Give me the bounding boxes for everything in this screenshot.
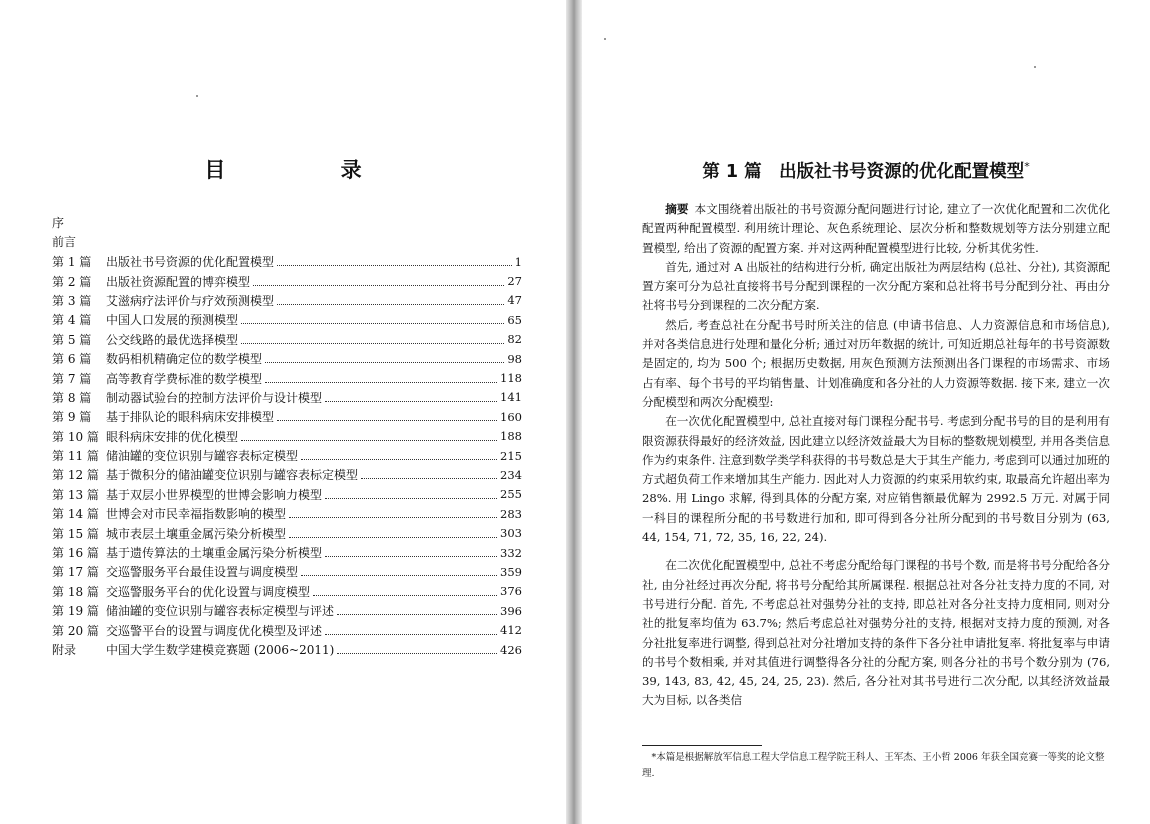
abstract-text: 本文围绕着出版社的书号资源分配问题进行讨论, 建立了一次优化配置和二次优化配置两种配置模型. 利用统计理论、灰色系统理论、层次分析和整数规划等方法分别建立配置模型, 给出了资源的配置方案. 并对这两种配置模型进行比较, 分析其优劣性.: [642, 202, 1110, 255]
toc-list: [52, 252, 522, 659]
toc-entry[interactable]: [52, 349, 522, 368]
toc-entry-number: 第 10 篇: [52, 429, 99, 444]
toc-leader-dots: [277, 420, 497, 421]
article-body: [642, 200, 1110, 711]
toc-foreword[interactable]: 前言: [52, 235, 77, 249]
toc-entry-title: 交巡警平台的设置与调度优化模型及评述: [106, 623, 323, 638]
toc-entry-title: 交巡警服务平台的优化设置与调度模型: [106, 584, 311, 599]
toc-entry-page: 255: [500, 487, 522, 502]
scan-speck: [196, 95, 198, 97]
toc-entry-title: 出版社资源配置的博弈模型: [106, 274, 251, 289]
toc-entry-title: 出版社书号资源的优化配置模型: [106, 255, 275, 270]
toc-leader-dots: [277, 265, 512, 266]
toc-leader-dots: [325, 556, 497, 557]
abstract-paragraph: [642, 200, 1110, 258]
toc-leader-dots: [361, 478, 497, 479]
toc-entry[interactable]: [52, 582, 522, 601]
toc-entry-title: 储油罐的变位识别与罐容表标定模型与评述: [106, 604, 335, 619]
toc-leader-dots: [325, 401, 497, 402]
toc-title: 目 录: [204, 158, 416, 182]
toc-leader-dots: [277, 304, 504, 305]
toc-entry-title: 交巡警服务平台最佳设置与调度模型: [106, 565, 299, 580]
toc-leader-dots: [241, 323, 504, 324]
toc-entry-title: 储油罐的变位识别与罐容表标定模型: [106, 449, 299, 464]
toc-entry-page: 98: [507, 351, 522, 366]
toc-entry-page: 332: [500, 545, 522, 560]
toc-entry-page: 27: [507, 274, 522, 289]
toc-entry-title: 城市表层土壤重金属污染分析模型: [106, 526, 287, 541]
toc-leader-dots: [265, 362, 504, 363]
toc-entry-number: 第 19 篇: [52, 604, 99, 619]
toc-entry[interactable]: [52, 485, 522, 504]
toc-entry-number: 第 11 篇: [52, 449, 99, 464]
article-title-mark: *: [1024, 160, 1030, 174]
toc-leader-dots: [337, 653, 497, 654]
toc-entry-page: 376: [500, 584, 522, 599]
toc-entry[interactable]: [52, 601, 522, 620]
body-paragraph: 在二次优化配置模型中, 总社不考虑分配给每门课程的书号个数, 而是将书号分配给各分社, 由分社经过再次分配, 将书号分配给其所属课程. 根据总社对各分社支持力度的不同, 对书号进行分配. 首先, 不考虑总社对强势分社的支持, 即总社对各分社支持力度相同, 则对分社的批复率均值为 63.7%; 然后考虑总社对强势分社的支持, 根据对支持力度的预测, 对各分社批复率进行调整, 得到总社对分社增加支持的条件下各分社申请批复率. 将批复率与申请的书号个数相乘, 并对其值进行调整得各分社的分配方案, 则各分社的书号个数分别为 (76, 39, 143, 83, 42, 45, 24, 25, 23). 然后, 各分社对其书号进行二次分配, 以其经济效益最大为目标, 以各类信: [642, 558, 1110, 708]
toc-entry[interactable]: [52, 620, 522, 639]
toc-entry-page: 1: [514, 254, 522, 269]
toc-entry[interactable]: [52, 446, 522, 465]
toc-leader-dots: [325, 498, 497, 499]
toc-entry-number: 第 3 篇: [52, 293, 92, 308]
toc-entry-number: 第 14 篇: [52, 507, 99, 522]
toc-entry[interactable]: [52, 368, 522, 387]
toc-preface[interactable]: 序: [52, 216, 65, 230]
toc-leader-dots: [313, 595, 497, 596]
toc-entry-page: 426: [500, 642, 522, 657]
toc-leader-dots: [289, 517, 497, 518]
article-title-text: 第 1 篇 出版社书号资源的优化配置模型: [702, 162, 1025, 182]
article-title: [582, 158, 1150, 183]
toc-entry[interactable]: [52, 388, 522, 407]
toc-entry-title: 公交线路的最优选择模型: [106, 332, 239, 347]
toc-entry-title: 眼科病床安排的优化模型: [106, 429, 239, 444]
toc-entry-page: 118: [500, 371, 522, 386]
toc-entry[interactable]: [52, 465, 522, 484]
toc-entry-page: 283: [500, 506, 522, 521]
toc-entry-number: 第 6 篇: [52, 352, 92, 367]
toc-entry-title: 高等教育学费标准的数学模型: [106, 371, 263, 386]
book-gutter: [566, 0, 582, 824]
toc-entry-number: 第 1 篇: [52, 255, 92, 270]
toc-entry-page: 65: [507, 312, 522, 327]
toc-entry-page: 303: [500, 526, 522, 541]
toc-leader-dots: [241, 440, 497, 441]
toc-entry-title: 中国人口发展的预测模型: [106, 313, 239, 328]
toc-entry-number: 第 7 篇: [52, 371, 92, 386]
footnote-rule: [642, 745, 762, 746]
toc-leader-dots: [253, 285, 504, 286]
toc-leader-dots: [301, 459, 497, 460]
toc-entry-page: 412: [500, 623, 522, 638]
toc-entry[interactable]: [52, 291, 522, 310]
toc-entry-title: 艾滋病疗法评价与疗效预测模型: [106, 293, 275, 308]
toc-entry[interactable]: [52, 407, 522, 426]
toc-entry-number: 第 9 篇: [52, 410, 92, 425]
toc-entry-page: 234: [500, 467, 522, 482]
toc-appendix-entry[interactable]: [52, 640, 522, 659]
toc-entry-title: 制动器试验台的控制方法评价与设计模型: [106, 390, 323, 405]
toc-entry-title: 基于排队论的眼科病床安排模型: [106, 410, 275, 425]
toc-entry[interactable]: [52, 562, 522, 581]
toc-entry-title: 世博会对市民幸福指数影响的模型: [106, 507, 287, 522]
toc-entry-page: 396: [500, 603, 522, 618]
toc-entry[interactable]: [52, 310, 522, 329]
toc-entry-title: 基于微积分的储油罐变位识别与罐容表标定模型: [106, 468, 359, 483]
toc-entry-number: 第 13 篇: [52, 487, 99, 502]
body-paragraph: 在一次优化配置模型中, 总社直接对每门课程分配书号. 考虑到分配书号的目的是利用有限资源获得最好的经济效益, 因此建立以经济效益最大为目标的整数规划模型, 并用各类信息作为约束条件. 注意到数学类学科获得的书号数总是大于其生产能力, 考虑到可以通过加班的方式超负荷工作来增加其生产能力. 因此对人力资源的约束采用软约束, 取最高允许超出率为 28%. 用 Lingo 求解, 得到具体的分配方案, 对应销售额最优解为 2992.5 万元. 对属于同一科目的课程所分配的书号数进行加和, 即可得到各分社所分配到的书号数目分别为 (63, 44, 154, 71, 72, 35, 16, 22, 24).: [642, 414, 1110, 545]
toc-entry-number: 第 5 篇: [52, 332, 92, 347]
toc-leader-dots: [301, 575, 497, 576]
toc-entry-number: 第 12 篇: [52, 468, 99, 483]
toc-entry-page: 359: [500, 564, 522, 579]
toc-leader-dots: [289, 537, 497, 538]
body-paragraph: 然后, 考查总社在分配书号时所关注的信息 (申请书信息、人力资源信息和市场信息), 并对各类信息进行处理和量化分析; 通过对历年数据的统计, 可知近期总社每年的书号资源数是固定的, 均为 500 个; 根据历史数据, 用灰色预测方法预测出各门课程的市场需求、市场占有率、每个书号的平均销售量、计划准确度和各分社的人力资源等数据. 接下来, 建立一次分配模型和两次分配模型:: [642, 317, 1110, 409]
scan-speck: [604, 38, 606, 40]
toc-leader-dots: [325, 634, 497, 635]
toc-entry[interactable]: [52, 543, 522, 562]
toc-entry[interactable]: [52, 504, 522, 523]
toc-entry-page: 188: [500, 429, 522, 444]
toc-entry-number: 附录: [52, 643, 77, 657]
toc-entry-number: 第 20 篇: [52, 623, 99, 638]
toc-entry[interactable]: [52, 252, 522, 271]
toc-entry-title: 数码相机精确定位的数学模型: [106, 352, 263, 367]
toc-leader-dots: [241, 343, 504, 344]
toc-entry-title: 基于遗传算法的土壤重金属污染分析模型: [106, 546, 323, 561]
toc-entry-page: 141: [500, 390, 522, 405]
right-page-article: [582, 0, 1150, 824]
toc-entry-number: 第 4 篇: [52, 313, 92, 328]
toc-entry-number: 第 8 篇: [52, 390, 92, 405]
toc-entry-number: 第 18 篇: [52, 584, 99, 599]
toc-entry-number: 第 16 篇: [52, 546, 99, 561]
body-paragraph: 首先, 通过对 A 出版社的结构进行分析, 确定出版社为两层结构 (总社、分社), 其资源配置方案可分为总社直接将书号分配到课程的一次分配方案和总社将书号分配到分社、再由分社将书号分到课程的二次分配方案.: [642, 259, 1110, 313]
abstract-label: 摘要: [665, 202, 689, 216]
toc-entry-number: 第 15 篇: [52, 526, 99, 541]
toc-entry-title: 中国大学生数学建模竞赛题 (2006~2011): [106, 643, 335, 657]
toc-entry[interactable]: [52, 271, 522, 290]
footnote: *本篇是根据解放军信息工程大学信息工程学院王科人、王军杰、王小哲 2006 年获全国竞赛一等奖的论文整理.: [642, 752, 1105, 779]
toc-entry-page: 215: [500, 448, 522, 463]
left-page-toc: [0, 0, 566, 824]
toc-entry-page: 47: [507, 293, 522, 308]
toc-entry-title: 基于双层小世界模型的世博会影响力模型: [106, 487, 323, 502]
toc-entry[interactable]: [52, 427, 522, 446]
toc-entry-page: 160: [500, 409, 522, 424]
toc-leader-dots: [265, 382, 497, 383]
toc-entry-number: 第 17 篇: [52, 565, 99, 580]
toc-entry[interactable]: [52, 330, 522, 349]
toc-entry-number: 第 2 篇: [52, 274, 92, 289]
toc-entry[interactable]: [52, 523, 522, 542]
toc-leader-dots: [337, 614, 497, 615]
scan-speck: [1034, 66, 1036, 68]
toc-entry-page: 82: [507, 332, 522, 347]
